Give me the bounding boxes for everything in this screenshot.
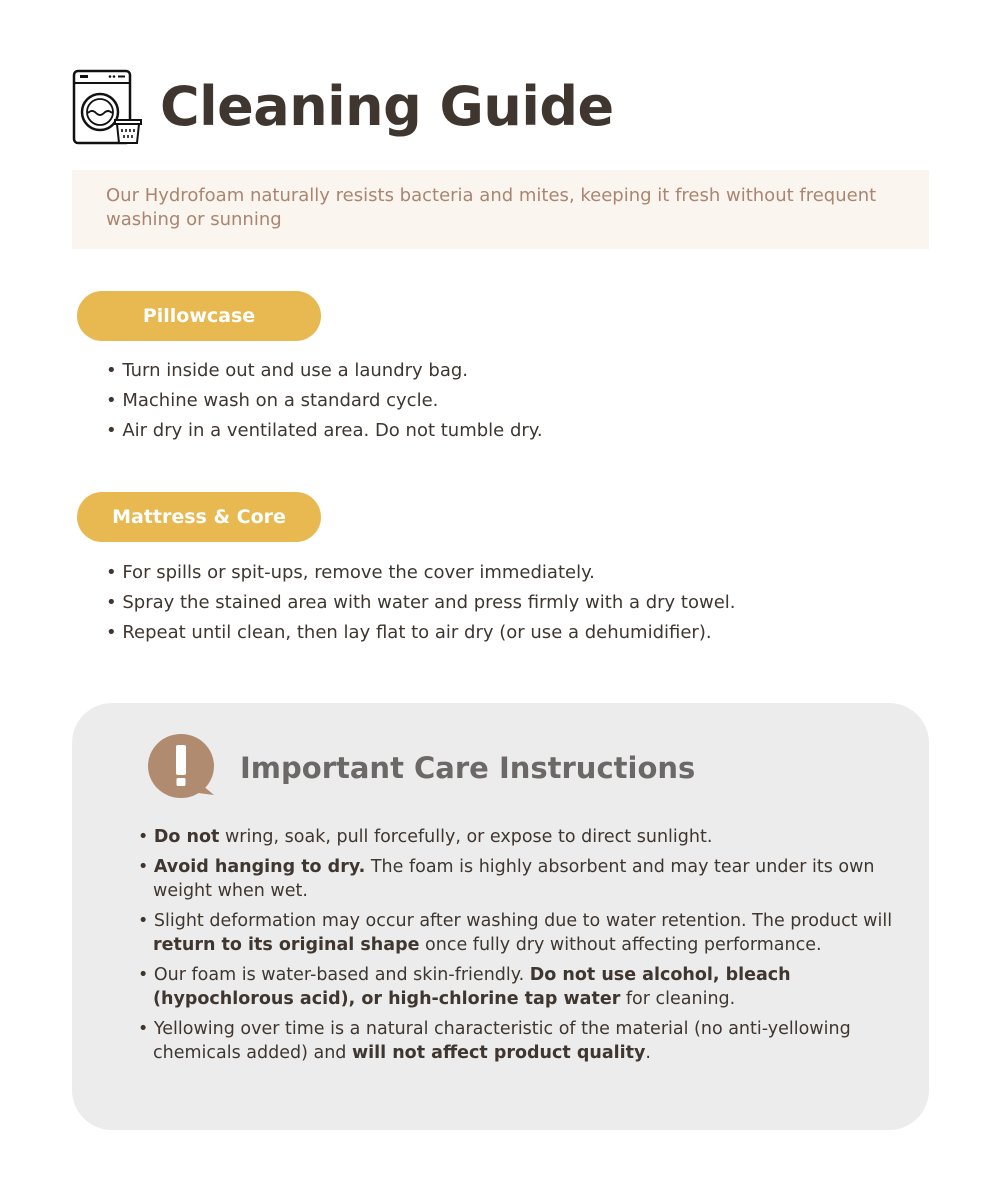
care-text: once fully dry without affecting performance.	[419, 935, 822, 955]
washing-machine-icon	[72, 68, 144, 146]
pillowcase-instructions	[106, 356, 543, 446]
list-item: • Air dry in a ventilated area. Do not tumble dry.	[106, 416, 543, 446]
care-text: Our foam is water-based and skin-friendly.	[153, 965, 530, 985]
care-emphasis: Do not use alcohol, bleach (hypochlorous acid), or high-chlorine tap water	[153, 965, 791, 1009]
care-item	[138, 963, 918, 1011]
care-list	[138, 825, 918, 1071]
page-title: Cleaning Guide	[160, 75, 614, 138]
list-item: • Repeat until clean, then lay flat to air dry (or use a dehumidifier).	[106, 618, 736, 648]
section-label-mattress-core: Mattress & Core	[77, 492, 321, 542]
care-text: wring, soak, pull forcefully, or expose to direct sunlight.	[219, 827, 713, 847]
list-item: • Machine wash on a standard cycle.	[106, 386, 543, 416]
care-emphasis: Do not	[153, 827, 220, 847]
section-label-pillowcase: Pillowcase	[77, 291, 321, 341]
intro-banner	[72, 170, 929, 249]
care-text: .	[645, 1043, 651, 1063]
list-item: • For spills or spit-ups, remove the cover immediately.	[106, 558, 736, 588]
care-item	[138, 909, 918, 957]
care-text: The foam is highly absorbent and may tear under its own weight when wet.	[153, 857, 875, 901]
care-emphasis: will not affect product quality	[351, 1043, 646, 1063]
list-item: • Spray the stained area with water and press firmly with a dry towel.	[106, 588, 736, 618]
care-emphasis: Avoid hanging to dry.	[153, 857, 366, 877]
exclamation-speech-bubble-icon	[148, 733, 220, 803]
care-title: Important Care Instructions	[240, 751, 696, 785]
list-item: • Turn inside out and use a laundry bag.	[106, 356, 543, 386]
care-item	[138, 825, 918, 849]
care-item	[138, 1017, 918, 1065]
mattress-instructions	[106, 558, 736, 648]
care-text: Slight deformation may occur after washing due to water retention. The product will	[153, 911, 893, 931]
care-text: Yellowing over time is a natural characteristic of the material (no anti-yellowing chemicals added) and	[153, 1019, 851, 1063]
intro-text: Our Hydrofoam naturally resists bacteria and mites, keeping it fresh without frequent washing or sunning	[106, 185, 877, 230]
care-instructions-panel	[72, 703, 929, 1130]
care-item	[138, 855, 918, 903]
care-text: for cleaning.	[620, 989, 736, 1009]
care-emphasis: return to its original shape	[153, 935, 420, 955]
page-header	[72, 68, 614, 146]
